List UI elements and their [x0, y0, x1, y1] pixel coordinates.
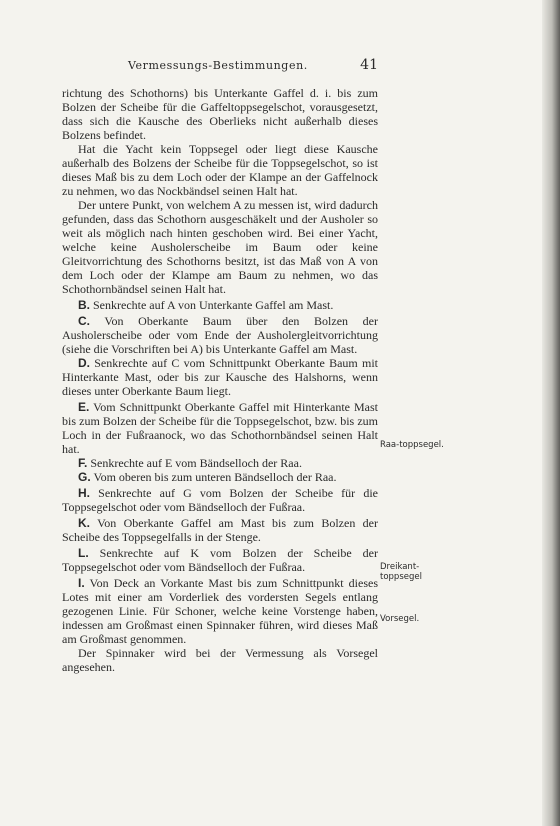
paragraph-label: H.: [78, 486, 90, 500]
paragraph-label: C.: [78, 314, 90, 328]
page-header: [62, 58, 378, 76]
paragraph-text: Vom Schnittpunkt Oberkante Gaffel mit Hinterkante Mast bis zum Bolzen der Scheibe für die Toppsegelschot, bzw. bis zum Loch in der Fußraanock, wo das Schothornbändsel seinen Halt hat.: [62, 400, 378, 456]
paragraph-i: [62, 576, 378, 646]
margin-note-dreikant-toppsegel: Dreikant-toppsegel: [380, 562, 422, 582]
paragraph: [62, 198, 378, 296]
paragraph-text: richtung des Schothorns) bis Unterkante Gaffel d. i. bis zum Bolzen der Scheibe für die Gaffeltoppsegelschot, vorausgesetzt, dass sich die Kausche des Oberlieks nicht außerhalb dieses Bolzens befindet.: [62, 86, 378, 142]
paragraph-c: [62, 314, 378, 356]
paragraph-text: Von Oberkante Gaffel am Mast bis zum Bolzen der Scheibe des Toppsegelfalls in der Stenge.: [62, 516, 378, 544]
paragraph-d: [62, 356, 378, 398]
paragraph-text: Senkrechte auf G vom Bolzen der Scheibe für die Toppsegelschot oder vom Bändselloch der Fußraa.: [62, 486, 378, 514]
running-head: Vermessungs-Bestimmungen.: [128, 59, 308, 72]
paragraph-text: Senkrechte auf K vom Bolzen der Scheibe der Toppsegelschot oder vom Bändselloch der Fußraa.: [62, 546, 378, 574]
paragraph: [62, 142, 378, 198]
paragraph-label: E.: [78, 400, 90, 414]
paragraph-label: F.: [78, 456, 88, 470]
paragraph-text: Von Deck an Vorkante Mast bis zum Schnittpunkt dieses Lotes mit einer am Vorderliek des vordersten Segels entlang gezogenen Linie. Für Schoner, welche keine Vorstenge haben, indessen am Großmast einen Spinnaker führen, wird dieses Maß am Großmast genommen.: [62, 576, 378, 646]
paragraph-label: L.: [78, 546, 89, 560]
paragraph-text: Vom oberen bis zum unteren Bändselloch der Raa.: [90, 470, 337, 484]
paragraph-f: [62, 456, 378, 470]
paragraph-text: Der untere Punkt, von welchem A zu messen ist, wird dadurch gefunden, dass das Schothorn ausgeschäkelt und der Ausholer so weit als möglich nach hinten geschoben wird. Bei einer Yacht, welche keine Ausholerscheibe im Baum oder keine Gleitvorrichtung des Schothorns besitzt, ist das Maß von A von dem Loch oder der Klampe am Baum zu nehmen, wo das Schothornbändsel seinen Halt hat.: [62, 198, 378, 296]
paragraph: [62, 86, 378, 142]
paragraph-text: Senkrechte auf A von Unterkante Gaffel am Mast.: [90, 298, 334, 312]
paragraph-label: G.: [78, 470, 91, 484]
margin-note-vorsegel: Vorsegel.: [380, 614, 420, 624]
paragraph-label: I.: [78, 576, 85, 590]
paragraph-b: [62, 298, 378, 312]
paragraph-text: Von Oberkante Baum über den Bolzen der Ausholerscheibe oder vom Ende der Ausholergleitvorrichtung (siehe die Vorschriften bei A) bis Unterkante Gaffel am Mast.: [62, 314, 378, 356]
book-spine-shadow: [542, 0, 560, 826]
paragraph-k: [62, 516, 378, 544]
paragraph-text: Senkrechte auf E vom Bändselloch der Raa.: [87, 456, 302, 470]
page-number: 41: [360, 57, 378, 73]
paragraph-h: [62, 486, 378, 514]
paragraph-text: Senkrechte auf C vom Schnittpunkt Oberkante Baum mit Hinterkante Mast, oder bis zur Kausche des Halshorns, wenn dieses unter Oberkante Baum liegt.: [62, 356, 378, 398]
body-text: [62, 86, 378, 674]
paragraph-label: K.: [78, 516, 90, 530]
paragraph: [62, 646, 378, 674]
paragraph-text: Der Spinnaker wird bei der Vermessung als Vorsegel angesehen.: [62, 646, 378, 674]
paragraph-label: D.: [78, 356, 90, 370]
paragraph-e: [62, 400, 378, 456]
paragraph-l: [62, 546, 378, 574]
paragraph-label: B.: [78, 298, 90, 312]
paragraph-text: Hat die Yacht kein Toppsegel oder liegt diese Kausche außerhalb des Bolzens der Scheibe für die Toppsegelschot, so ist dieses Maß bis zu dem Loch oder der Klampe an der Gaffelnock zu nehmen, wo das Nockbändsel seinen Halt hat.: [62, 142, 378, 198]
margin-note-raa-toppsegel: Raa-toppsegel.: [380, 440, 444, 450]
paragraph-g: [62, 470, 378, 484]
